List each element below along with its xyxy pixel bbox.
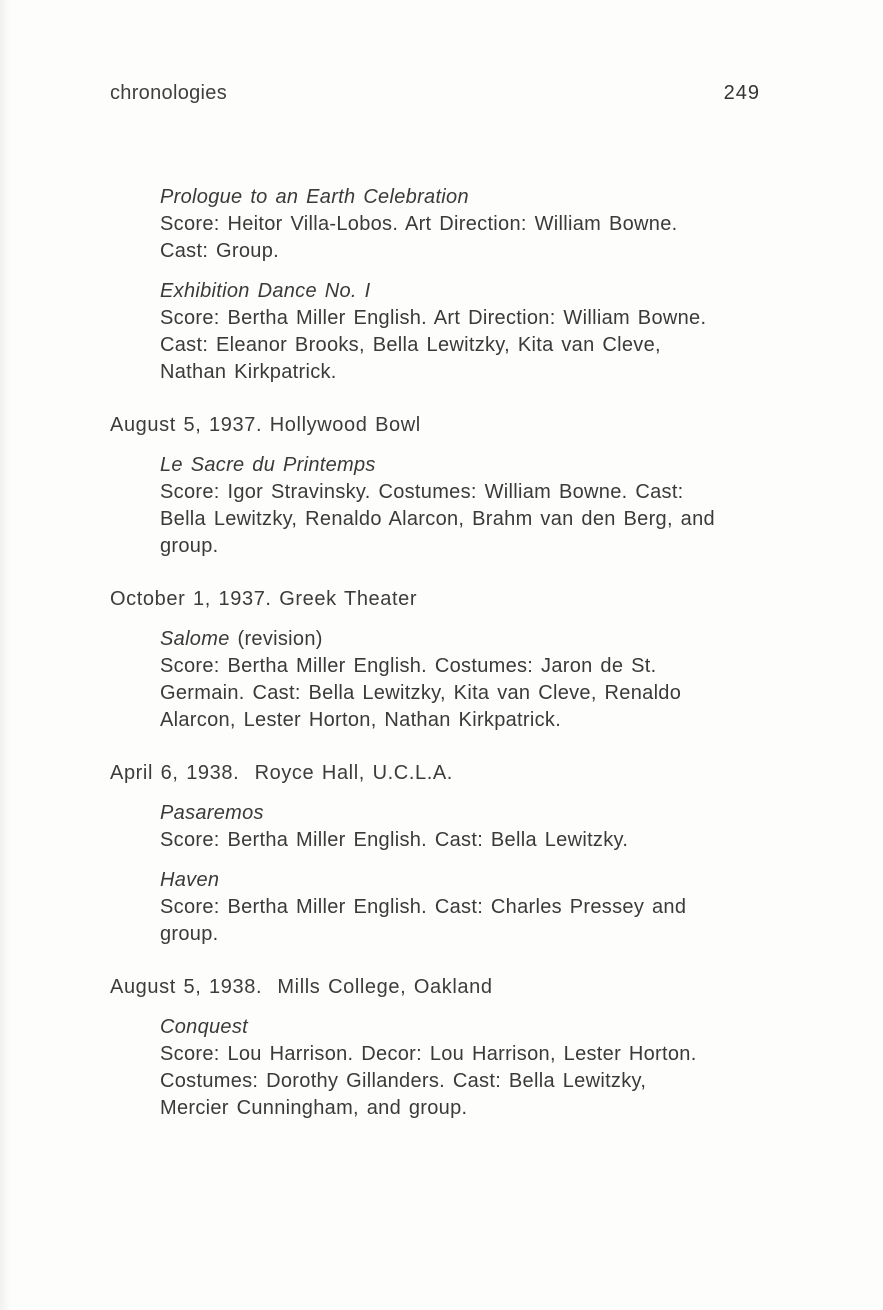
performance-entry	[160, 867, 770, 948]
performance-entry	[160, 626, 770, 734]
running-header-title: chronologies	[110, 82, 228, 104]
work-title	[160, 184, 770, 211]
performance-entry	[160, 184, 770, 265]
work-title-italic: Pasaremos	[160, 802, 264, 824]
work-title-italic: Prologue to an Earth Celebration	[160, 186, 469, 208]
performance-entry	[160, 800, 770, 854]
performance-entry	[160, 278, 770, 386]
work-title	[160, 626, 770, 653]
credit-line: Score: Bertha Miller English. Cast: Charles Pressey and	[160, 896, 687, 918]
date-venue-heading: October 1, 1937. Greek Theater	[110, 588, 418, 610]
credit-line: Cast: Eleanor Brooks, Bella Lewitzky, Kita van Cleve,	[160, 334, 661, 356]
work-title	[160, 867, 770, 894]
work-title-suffix: (revision)	[229, 628, 323, 650]
credit-line: Score: Heitor Villa-Lobos. Art Direction: William Bowne.	[160, 213, 678, 235]
credit-line: Alarcon, Lester Horton, Nathan Kirkpatrick.	[160, 709, 562, 731]
credit-line: Score: Igor Stravinsky. Costumes: William Bowne. Cast:	[160, 481, 684, 503]
chronology-content	[110, 184, 770, 1122]
work-title	[160, 1014, 770, 1041]
work-title-italic: Salome	[160, 628, 230, 650]
credit-line: Score: Bertha Miller English. Costumes: Jaron de St.	[160, 655, 657, 677]
work-title	[160, 800, 770, 827]
credit-line: Bella Lewitzky, Renaldo Alarcon, Brahm van den Berg, and	[160, 508, 715, 530]
date-venue-heading: August 5, 1937. Hollywood Bowl	[110, 414, 421, 436]
date-venue-heading: August 5, 1938. Mills College, Oakland	[110, 976, 493, 998]
credit-line: group.	[160, 923, 219, 945]
chronology-section	[110, 586, 770, 734]
chronology-section	[110, 974, 770, 1122]
work-title-italic: Exhibition Dance No. I	[160, 280, 371, 302]
credit-line: Germain. Cast: Bella Lewitzky, Kita van Cleve, Renaldo	[160, 682, 682, 704]
performance-entry	[160, 452, 770, 560]
credit-line: Score: Bertha Miller English. Cast: Bella Lewitzky.	[160, 829, 629, 851]
work-title-italic: Haven	[160, 869, 220, 891]
credit-line: Mercier Cunningham, and group.	[160, 1097, 468, 1119]
credit-line: Cast: Group.	[160, 240, 279, 262]
credit-line: group.	[160, 535, 219, 557]
page-number: 249	[723, 82, 760, 104]
work-title	[160, 452, 770, 479]
performance-entry	[160, 1014, 770, 1122]
credit-line: Score: Lou Harrison. Decor: Lou Harrison, Lester Horton.	[160, 1043, 697, 1065]
chronology-section	[110, 412, 770, 560]
page-header	[110, 80, 760, 107]
credit-line: Costumes: Dorothy Gillanders. Cast: Bella Lewitzky,	[160, 1070, 647, 1092]
date-venue-heading: April 6, 1938. Royce Hall, U.C.L.A.	[110, 762, 453, 784]
work-title-italic: Conquest	[160, 1016, 249, 1038]
chronology-section	[110, 760, 770, 948]
chronology-section	[110, 184, 770, 386]
credit-line: Score: Bertha Miller English. Art Direction: William Bowne.	[160, 307, 707, 329]
credit-line: Nathan Kirkpatrick.	[160, 361, 337, 383]
work-title-italic: Le Sacre du Printemps	[160, 454, 376, 476]
work-title	[160, 278, 770, 305]
